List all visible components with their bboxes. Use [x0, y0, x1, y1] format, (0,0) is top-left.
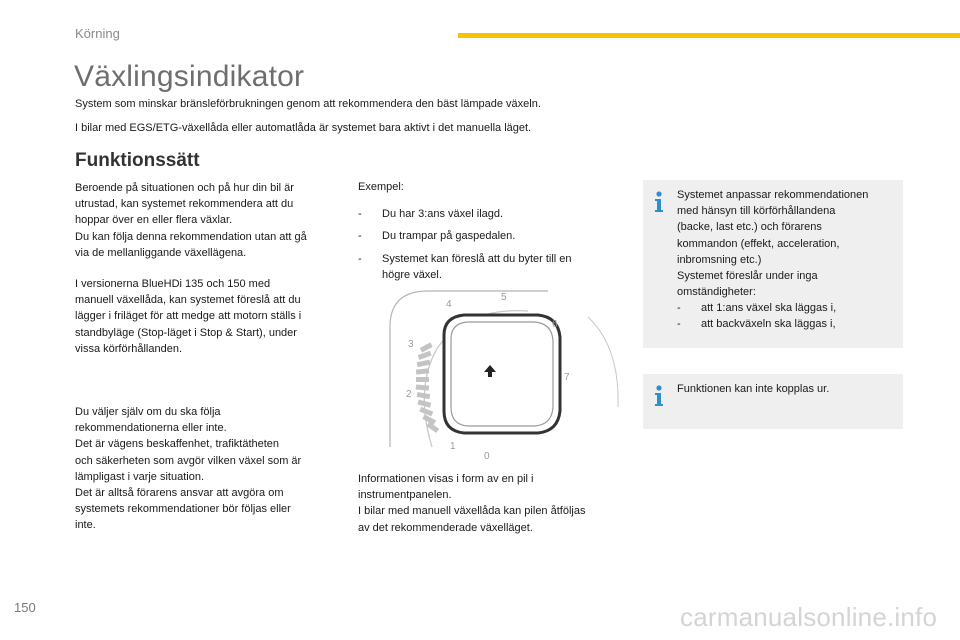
list-item-text: att backväxeln ska läggas i, — [701, 318, 836, 331]
info-box — [643, 180, 903, 348]
header-accent-bar — [458, 33, 960, 38]
gauge-number: 2 — [406, 389, 412, 400]
info-box-text: Funktionen kan inte kopplas ur. — [677, 383, 830, 395]
gauge-number: 3 — [408, 339, 414, 350]
list-item — [358, 251, 608, 283]
info-box — [643, 374, 903, 429]
list-item-text: Du har 3:ans växel ilagd. — [382, 208, 504, 220]
gauge-number: 1 — [450, 441, 456, 452]
page-title: Växlingsindikator — [74, 60, 305, 93]
display-frame — [444, 315, 560, 433]
body-paragraph: Du väljer själv om du ska följa rekommendationerna eller inte. Det är vägens beskaffenhet, trafiktätheten och säkerheten som avgör vilken växel som är lämpligast i varje situation. Det är alltså förarens ansvar att avgöra om systemets rekommendationer bör följas eller inte. — [75, 406, 302, 532]
gauge-number: 5 — [501, 292, 507, 303]
body-paragraph: I versionerna BlueHDi 135 och 150 med manuell växellåda, kan systemet föreslå att du lägger i friläget för att medge att motorn ställs i standbyläge (Stop-läget i Stop & Start), under vissa körförhållanden. — [75, 278, 302, 355]
list-item-text: att 1:ans växel ska läggas i, — [701, 302, 837, 314]
info-icon — [651, 190, 667, 214]
instrument-panel-illustration — [388, 287, 620, 465]
list-item — [358, 206, 608, 222]
info-box-list — [677, 300, 899, 332]
intro-text: I bilar med EGS/ETG-växellåda eller automatlåda är systemet bara aktivt i det manuella läget. — [75, 122, 532, 134]
intro-text: System som minskar bränsleförbrukningen genom att rekommendera den bäst lämpade växeln. — [75, 98, 541, 110]
example-label: Exempel: — [358, 181, 404, 193]
info-box-text: Systemet anpassar rekommendationen med hänsyn till körförhållandena (backe, last etc.) och förarens kommandon (effekt, acceleration, inbromsning etc.) Systemet föreslår under inga omständigheter: — [677, 189, 869, 299]
body-paragraph: Beroende på situationen och på hur din bil är utrustad, kan systemet rekommendera att du hoppar över en eller flera växlar. Du kan följa denna rekommendation utan att gå via de mellanliggande växellägena. — [75, 182, 307, 259]
list-dash: - — [677, 318, 681, 331]
gauge-number: 0 — [484, 451, 490, 462]
list-dash: - — [358, 253, 362, 265]
list-item — [677, 316, 899, 332]
list-dash: - — [358, 230, 362, 242]
watermark: carmanualsonline.info — [680, 602, 938, 632]
rev-segments — [416, 342, 439, 432]
list-item-text: Du trampar på gaspedalen. — [382, 230, 516, 242]
page-number: 150 — [14, 600, 36, 615]
gauge-arc — [588, 317, 618, 407]
gauge-number: 6 — [552, 319, 558, 330]
gauge-number: 7 — [564, 372, 570, 383]
list-item-text: Systemet kan föreslå att du byter till en högre växel. — [382, 253, 572, 281]
list-item — [358, 228, 608, 244]
section-heading: Funktionssätt — [75, 150, 200, 171]
list-item — [677, 300, 899, 316]
info-icon — [651, 384, 667, 408]
list-dash: - — [677, 302, 681, 314]
illustration-caption: Informationen visas i form av en pil i instrumentpanelen. I bilar med manuell växellåda kan pilen åtföljas av det rekommenderade växelläget. — [358, 473, 586, 534]
gauge-number: 4 — [446, 299, 452, 310]
list-dash: - — [358, 208, 362, 220]
section-label: Körning — [75, 26, 120, 41]
